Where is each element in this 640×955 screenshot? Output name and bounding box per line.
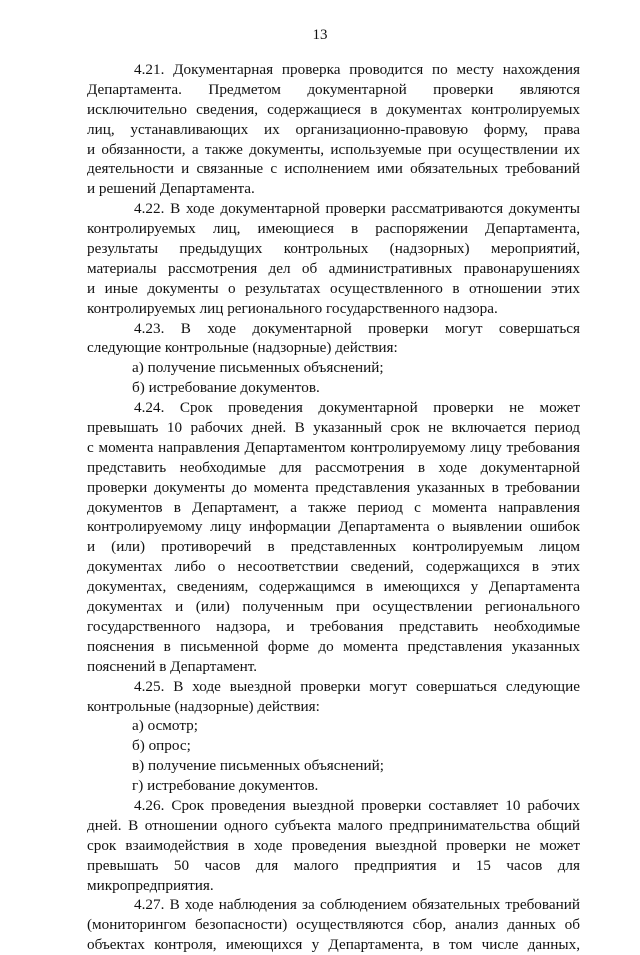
text-line: и решений Департамента. bbox=[87, 180, 255, 198]
list-item-4-23-b bbox=[87, 378, 580, 398]
text-line: превышать 10 рабочих дней. В указанный срок не включается период bbox=[87, 419, 580, 437]
text-line: превышать 50 часов для малого предприятия и 15 часов для bbox=[87, 856, 580, 874]
text-line: б) опрос; bbox=[132, 737, 191, 755]
text-line: 4.22. В ходе документарной проверки рассматриваются документы bbox=[134, 200, 580, 218]
text-line: дней. В отношении одного субъекта малого предпринимательства общий bbox=[87, 816, 580, 834]
paragraph-4-26 bbox=[87, 796, 580, 895]
paragraph-4-24 bbox=[87, 398, 580, 676]
paragraph-4-27 bbox=[87, 895, 580, 955]
text-line: документах и (или) полученным при осуществлении регионального bbox=[87, 598, 580, 616]
text-line: контрольные (надзорные) действия: bbox=[87, 697, 320, 715]
text-line: и обязанности, а также документы, используемые при осуществлении их bbox=[87, 140, 580, 158]
text-line: 4.26. Срок проведения выездной проверки составляет 10 рабочих bbox=[134, 796, 580, 814]
text-line: лиц, устанавливающих их организационно-правовую форму, права bbox=[87, 120, 580, 138]
paragraph-4-21 bbox=[87, 60, 580, 199]
text-line: исключительно сведения, содержащиеся в документах контролируемых bbox=[87, 100, 580, 118]
text-line: документов в Департамент, а также период с момента направления bbox=[87, 498, 580, 516]
text-line: микропредприятия. bbox=[87, 876, 214, 894]
text-line: 4.27. В ходе наблюдения за соблюдением обязательных требований bbox=[134, 896, 580, 914]
text-line: и иные документы о результатах осуществленного в отношении этих bbox=[87, 279, 580, 297]
text-line: пояснений в Департамент. bbox=[87, 657, 258, 675]
text-line: результаты предыдущих контрольных (надзорных) мероприятий, bbox=[87, 240, 580, 258]
text-line: в) получение письменных объяснений; bbox=[132, 757, 385, 775]
text-line: б) истребование документов. bbox=[132, 379, 320, 397]
list-item-4-23-a bbox=[87, 358, 580, 378]
document-body bbox=[87, 60, 580, 955]
page-number: 13 bbox=[312, 27, 328, 43]
text-line: а) получение письменных объяснений; bbox=[132, 359, 384, 377]
text-line: срок взаимодействия в ходе проведения выездной проверки не может bbox=[87, 836, 580, 854]
text-line: 4.21. Документарная проверка проводится по месту нахождения bbox=[134, 61, 580, 78]
text-line: контролируемых лиц, имеющиеся в распоряжении Департамента, bbox=[87, 220, 580, 238]
list-item-4-25-d bbox=[87, 776, 580, 796]
text-line: государственного надзора, и требования представить необходимые bbox=[87, 617, 580, 635]
text-line: представить необходимые для рассмотрения в ходе документарной bbox=[87, 458, 580, 476]
text-line: проверки документы до момента представления указанных в требовании bbox=[87, 478, 580, 496]
list-item-4-25-c bbox=[87, 756, 580, 776]
text-line: материалы рассмотрения дел об административных правонарушениях bbox=[87, 259, 580, 277]
list-item-4-25-b bbox=[87, 736, 580, 756]
text-line: и (или) противоречий в представленных контролируемым лицом bbox=[87, 538, 580, 556]
list-item-4-25-a bbox=[87, 716, 580, 736]
paragraph-4-23 bbox=[87, 319, 580, 359]
text-line: контролируемому лицу информации Департамента о выявлении ошибок bbox=[87, 518, 580, 536]
paragraph-4-22 bbox=[87, 199, 580, 318]
text-line: объектах контроля, имеющихся у Департамента, в том числе данных, bbox=[87, 936, 580, 954]
text-line: Департамента. Предметом документарной проверки являются bbox=[87, 80, 580, 98]
text-line: контролируемых лиц регионального государственного надзора. bbox=[87, 299, 498, 317]
text-line: г) истребование документов. bbox=[132, 777, 319, 795]
text-line: с момента направления Департаментом контролируемому лицу требования bbox=[87, 438, 580, 456]
text-line: 4.24. Срок проведения документарной проверки не может bbox=[134, 399, 580, 417]
text-line: пояснения в письменной форме до момента представления указанных bbox=[87, 637, 580, 655]
text-line: следующие контрольные (надзорные) действия: bbox=[87, 339, 398, 357]
text-line: (мониторингом безопасности) осуществляются сбор, анализ данных об bbox=[87, 916, 580, 934]
text-line: 4.25. В ходе выездной проверки могут совершаться следующие bbox=[134, 677, 580, 695]
text-line: документах, сведениям, содержащимся в имеющихся у Департамента bbox=[87, 578, 580, 596]
paragraph-4-25 bbox=[87, 677, 580, 717]
text-line: документах либо о несоответствии сведений, содержащихся в этих bbox=[87, 558, 580, 576]
text-line: деятельности и связанные с исполнением ими обязательных требований bbox=[87, 160, 580, 178]
text-line: 4.23. В ходе документарной проверки могут совершаться bbox=[134, 319, 580, 337]
text-line: а) осмотр; bbox=[132, 717, 198, 735]
